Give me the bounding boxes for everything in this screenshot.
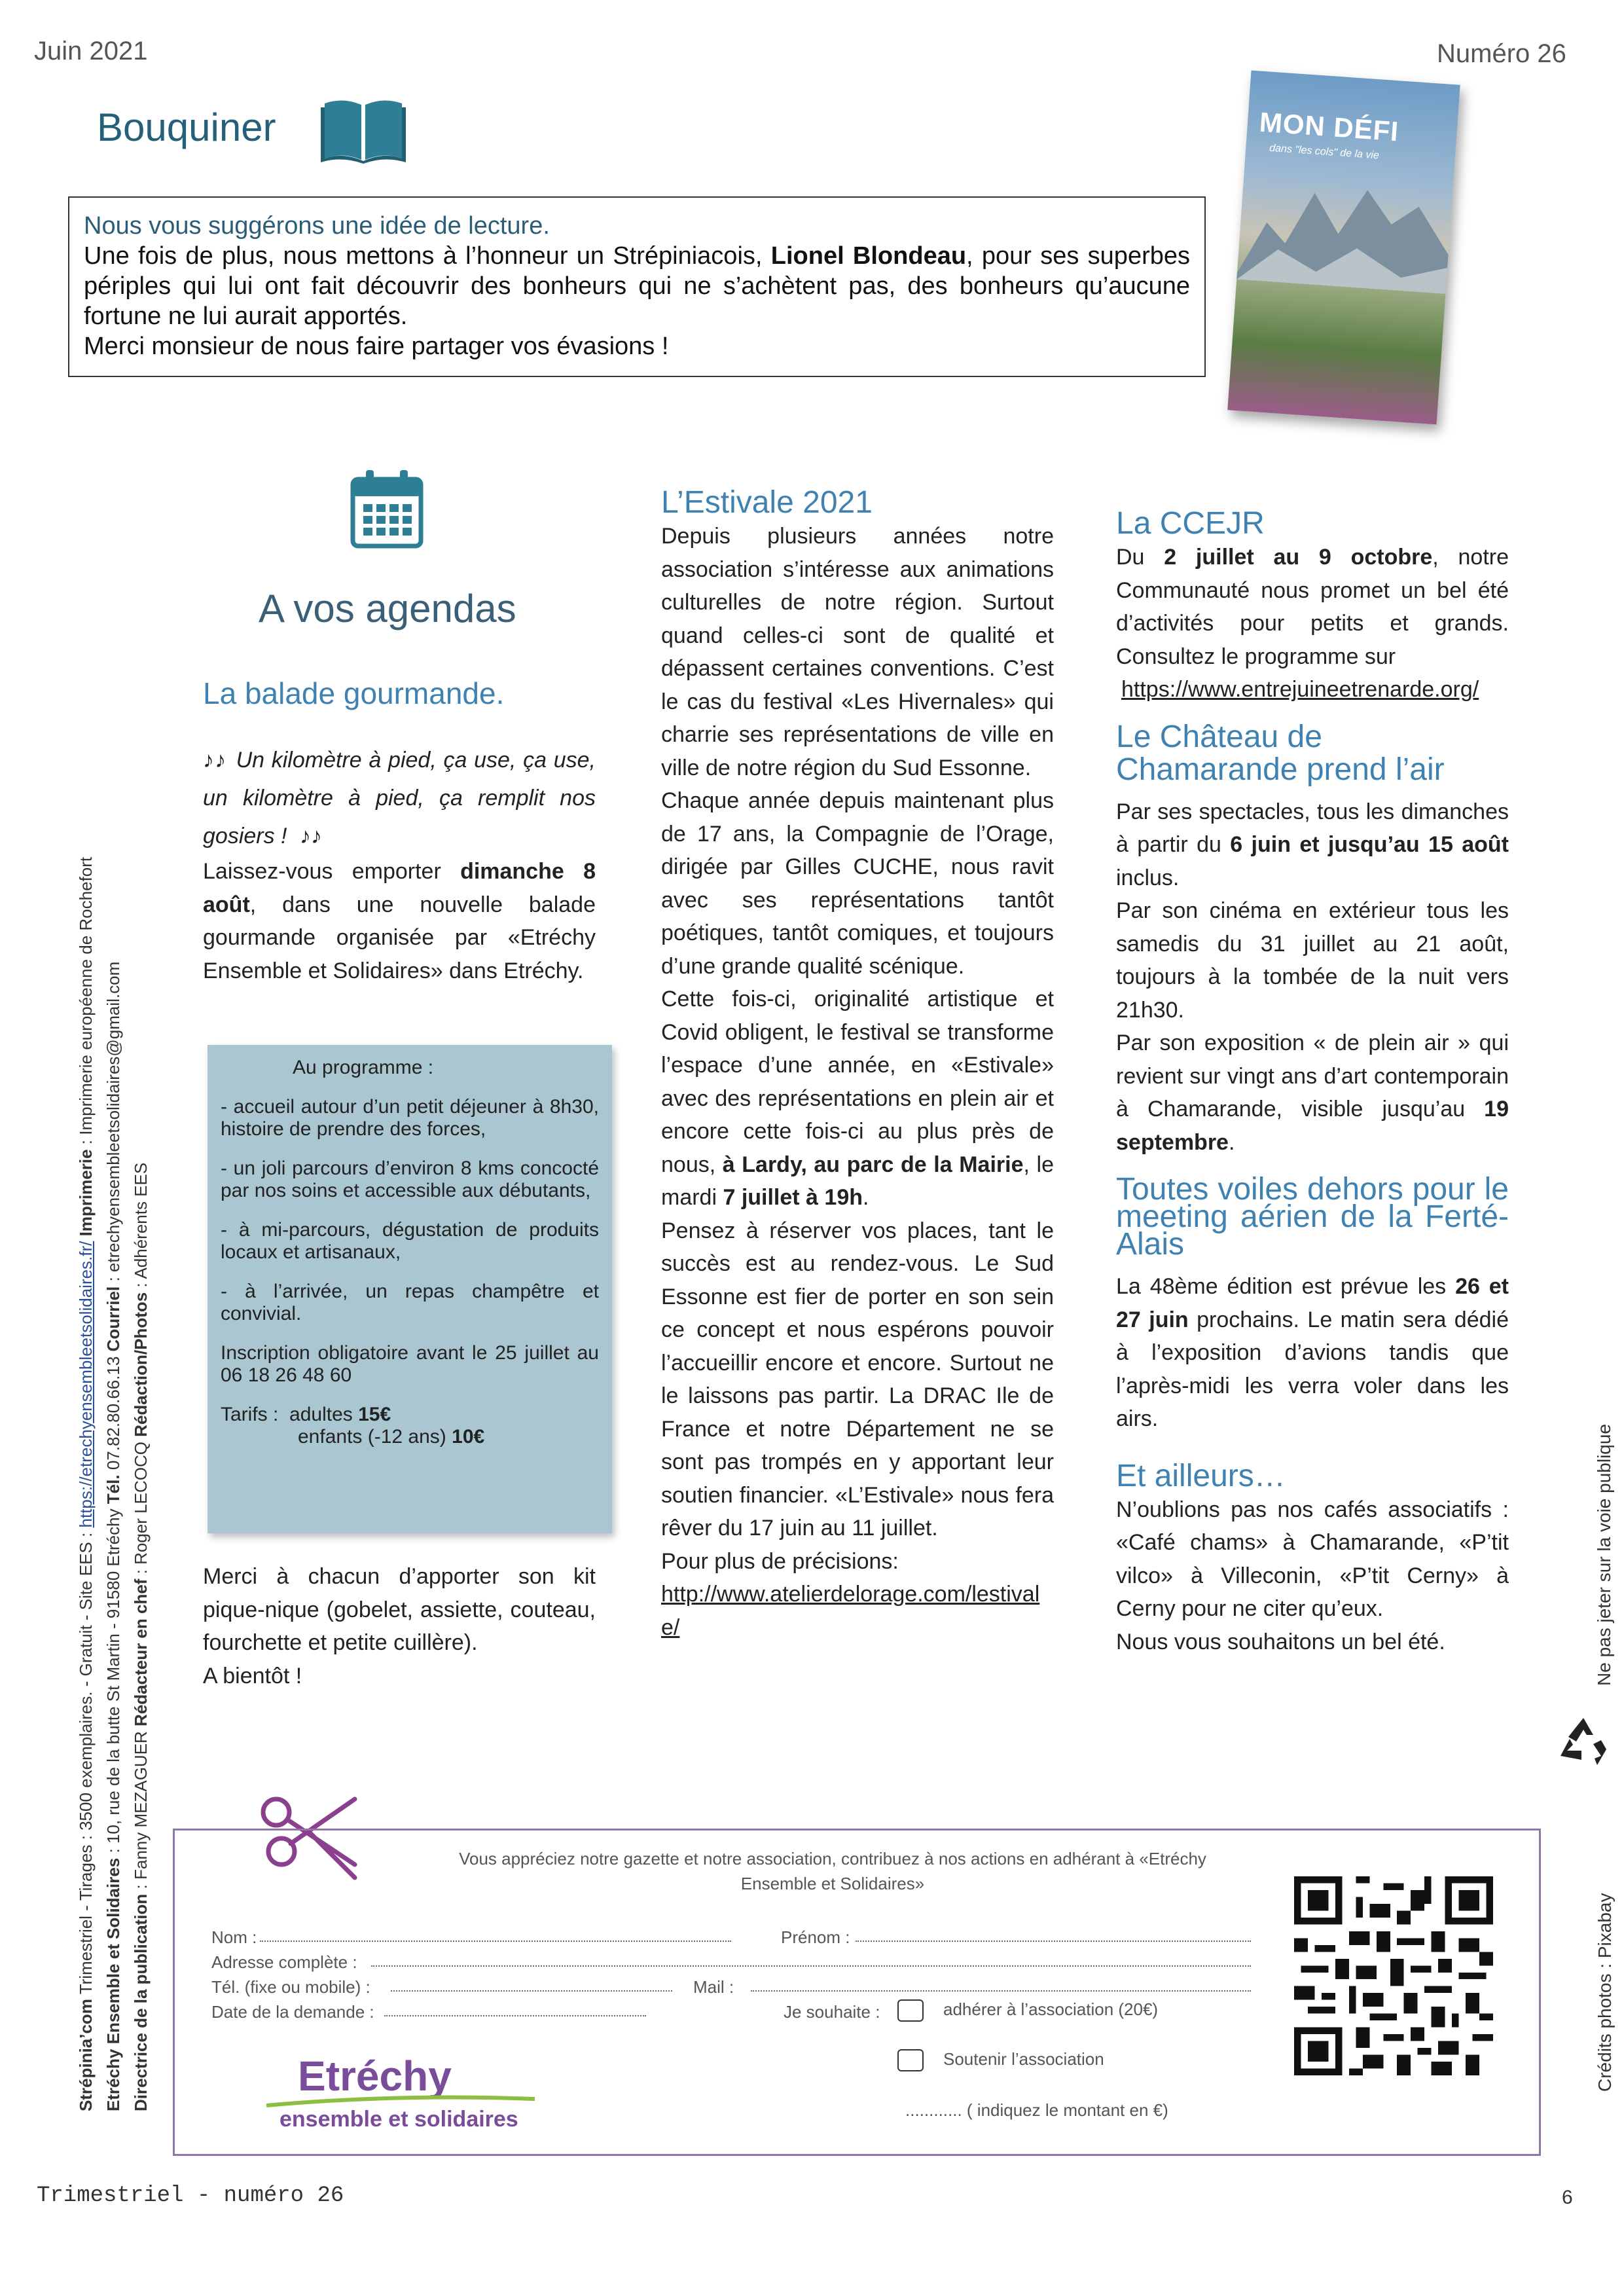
- logo-etrechy-text: Etréchy: [298, 2052, 452, 2100]
- chamarande-heading: Le Château de Chamarande prend l’air: [1116, 719, 1445, 787]
- child-price: 10€: [452, 1426, 485, 1448]
- souhaite-label: Je souhaite :: [784, 2002, 880, 2022]
- programme-item: - accueil autour d’un petit déjeuner à 8h30, histoire de prendre des forces,: [221, 1096, 599, 1140]
- balade-bye: A bientôt !: [203, 1663, 302, 1688]
- estivale-paragraph: Pour plus de précisions:: [661, 1548, 899, 1574]
- montant-field[interactable]: ............ ( indiquez le montant en €): [905, 2100, 1168, 2120]
- photo-credits: Crédits photos : Pixabay: [1595, 1893, 1615, 2092]
- agenda-title: A vos agendas: [259, 587, 516, 630]
- soutenir-checkbox[interactable]: [897, 2049, 924, 2071]
- imprint-line: Directrice de la publication : Fanny MEZAGUER Rédacteur en chef : Roger LECOCQ Rédaction/Photos : Adhérents EES: [131, 1162, 151, 2111]
- ailleurs-paragraph: N’oublions pas nos cafés associatifs : «Café chams» à Chamarande, «P’tit vilco» à Villeconin, «P’tit Cerny» à Cerny pour ne citer qu’eux.: [1116, 1497, 1509, 1621]
- footer-publication: Trimestriel - numéro 26: [37, 2183, 344, 2208]
- balade-closing-block: [203, 1560, 596, 1692]
- balade-closing: Merci à chacun d’apporter son kit pique-nique (gobelet, assiette, couteau, fourchette et petite cuillère).: [203, 1564, 596, 1655]
- date-field[interactable]: [384, 2015, 646, 2016]
- calendar-icon: [350, 470, 424, 549]
- balade-song: ♪♪ Un kilomètre à pied, ça use, ça use, un kilomètre à pied, ça remplit nos gosiers ! ♪♪: [203, 748, 596, 848]
- ferte-heading: Toutes voiles dehors pour le meeting aérien de la Ferté-Alais: [1116, 1172, 1509, 1262]
- tel-label: Tél. (fixe ou mobile) :: [211, 1977, 370, 1997]
- programme-registration: Inscription obligatoire avant le 25 juillet au 06 18 26 48 60: [221, 1342, 599, 1386]
- prenom-field[interactable]: [856, 1941, 1251, 1942]
- book-title: MON DÉFI: [1258, 106, 1400, 147]
- recycle-icon: [1557, 1715, 1610, 1769]
- reading-suggestion-box: [68, 196, 1206, 377]
- reading-closing: Merci monsieur de nous faire partager vos évasions !: [84, 333, 669, 360]
- logo-subtitle: ensemble et solidaires: [280, 2107, 518, 2132]
- option-adherer: adhérer à l’association (20€): [897, 1999, 1158, 2022]
- imprint-line: Strépinia’com Trimestriel - Tirages : 3500 exemplaires. - Gratuit - Site EES : https://etrechyensembleetsolidaires.fr/ Imprimerie : Imprimerie européenne de Rochefort: [76, 856, 96, 2111]
- programme-item: - à l’arrivée, un repas champêtre et convivial.: [221, 1281, 599, 1324]
- site-link[interactable]: https://etrechyensembleetsolidaires.fr/: [76, 1241, 96, 1528]
- balade-intro: Laissez-vous emporter dimanche 8 août, dans une nouvelle balade gourmande organisée par «Etréchy Ensemble et Solidaires» dans Etréchy.: [203, 859, 596, 983]
- nom-field[interactable]: [260, 1941, 731, 1942]
- estivale-paragraph: Depuis plusieurs années notre association s’intéresse aux animations culturelles de notre région. Surtout quand celles-ci sont de qualité et dépassent certaines conventions. C’est le cas du festival «Les Hivernales» qui charrie ses représentations de ville en ville de notre région du Sud Essonne.: [661, 524, 1054, 780]
- programme-tarifs-enfants: enfants (-12 ans) 10€: [298, 1426, 485, 1448]
- header-date: Juin 2021: [34, 37, 148, 65]
- tel-field[interactable]: [391, 1990, 672, 1992]
- ferte-paragraph: La 48ème édition est prévue les 26 et 27 juin prochains. Le matin sera dédié à l’exposition d’avions tandis que l’après-midi les verra voler dans les airs.: [1116, 1274, 1509, 1431]
- estivale-link[interactable]: http://www.atelierdelorage.com/lestivale/: [661, 1582, 1040, 1640]
- mountain-illustration: [1236, 168, 1453, 294]
- ccejr-link[interactable]: https://www.entrejuineetrenarde.org/: [1121, 677, 1479, 702]
- author-name: Lionel Blondeau: [770, 242, 967, 270]
- nom-label: Nom :: [211, 1927, 257, 1947]
- header-issue-number: Numéro 26: [1437, 39, 1566, 68]
- estivale-paragraph: Cette fois-ci, originalité artistique et Covid obligent, le festival se transforme l’espace d’une année, en «Estivale» avec des représentations en plein air et encore cette fois-ci au plus près de nous, à Lardy, au parc de la Mairie, le mardi 7 juillet à 19h.: [661, 987, 1054, 1210]
- book-cover-image: [1227, 70, 1460, 424]
- open-book-icon: [321, 97, 406, 164]
- ailleurs-paragraph: Nous vous souhaitons un bel été.: [1116, 1629, 1445, 1654]
- page-number: 6: [1562, 2187, 1573, 2208]
- reading-text: Une fois de plus, nous mettons à l’honneur un Strépiniacois, Lionel Blondeau, pour ses superbes périples qui lui ont fait découvrir des bonheurs qui ne s’achètent pas, des bonheurs qu’aucune fortune ne lui aurait apportés.: [84, 242, 1190, 330]
- membership-form: [173, 1829, 1541, 2156]
- do-not-litter-notice: Ne pas jeter sur la voie publique: [1594, 1423, 1614, 1686]
- adresse-field[interactable]: [371, 1965, 1251, 1967]
- date-label: Date de la demande :: [211, 2002, 374, 2022]
- column-estivale: [661, 482, 1054, 1644]
- book-subtitle: dans "les cols" de la vie: [1269, 142, 1380, 162]
- programme-item: - à mi-parcours, dégustation de produits locaux et artisanaux,: [221, 1219, 599, 1263]
- programme-tarifs: Tarifs : adultes 15€: [221, 1404, 391, 1425]
- ccejr-text: Du 2 juillet au 9 octobre, notre Communauté nous promet un bel été d’activités pour petits et grands. Consultez le programme sur: [1116, 545, 1509, 669]
- column-events: [1116, 503, 1509, 1658]
- section-title-bouquiner: Bouquiner: [97, 105, 276, 149]
- form-intro: Vous appréciez notre gazette et notre association, contribuez à nos actions en adhérant à «Etréchy Ensemble et Solidaires»: [459, 1849, 1206, 1893]
- programme-heading: Au programme :: [293, 1057, 434, 1078]
- chamarande-paragraph: Par son cinéma en extérieur tous les samedis du 31 juillet au 21 août, toujours à la tombée de la nuit vers 21h30.: [1116, 898, 1509, 1023]
- programme-box: [208, 1045, 612, 1533]
- estivale-paragraph: Chaque année depuis maintenant plus de 17 ans, la Compagnie de l’Orage, dirigée par Gilles CUCHE, nous ravit avec ses représentations tantôt poétiques, tantôt comiques, et toujours d’une grande qualité scénique.: [661, 788, 1054, 979]
- adult-price: 15€: [358, 1404, 391, 1425]
- mail-label: Mail :: [693, 1977, 734, 1997]
- chamarande-paragraph: Par son exposition « de plein air » qui revient sur vingt ans d’art contemporain à Chamarande, visible jusqu’au 19 septembre.: [1116, 1030, 1509, 1155]
- column-balade: [203, 674, 596, 987]
- music-notes-icon: ♪♪: [299, 824, 322, 848]
- balade-heading: La balade gourmande.: [203, 676, 505, 710]
- reading-lead: Nous vous suggérons une idée de lecture.: [84, 212, 550, 240]
- music-notes-icon: ♪♪: [203, 748, 227, 773]
- ailleurs-heading: Et ailleurs…: [1116, 1458, 1286, 1493]
- mail-field[interactable]: [751, 1990, 1251, 1992]
- balade-date: dimanche 8 août: [203, 859, 596, 917]
- ccejr-heading: La CCEJR: [1116, 506, 1265, 541]
- ccejr-dates: 2 juillet au 9 octobre: [1164, 545, 1433, 570]
- option-soutenir: Soutenir l’association: [897, 2049, 1104, 2071]
- prenom-label: Prénom :: [781, 1927, 850, 1947]
- adherer-checkbox[interactable]: [897, 1999, 924, 2022]
- publication-imprint: [72, 857, 154, 2111]
- estivale-paragraph: Pensez à réserver vos places, tant le succès est au rendez-vous. Le Sud Essonne est fier de porter en son sein ce concept et nous espérons pouvoir l’accueillir encore et encore. Surtout ne le laissons pas partir. La DRAC Ile de France et notre Département ne se sont pas trompés en y apportant leur soutien financier. «L’Estivale» nous fera rêver du 17 juin au 11 juillet.: [661, 1218, 1054, 1540]
- imprint-line: Etréchy Ensemble et Solidaires : 10, rue de la butte St Martin - 91580 Etréchy Tél. 07.82.80.66.13 Courriel : etrechyensembleetsolidaires@gmail.com: [103, 961, 123, 2111]
- estivale-heading: L’Estivale 2021: [661, 485, 873, 520]
- adresse-label: Adresse complète :: [211, 1952, 357, 1972]
- programme-item: - un joli parcours d’environ 8 kms concocté par nos soins et accessible aux débutants,: [221, 1157, 599, 1201]
- chamarande-paragraph: Par ses spectacles, tous les dimanches à partir du 6 juin et jusqu’au 15 août inclus.: [1116, 799, 1509, 890]
- qr-code[interactable]: [1294, 1876, 1493, 2075]
- etrechy-logo: [266, 2053, 528, 2132]
